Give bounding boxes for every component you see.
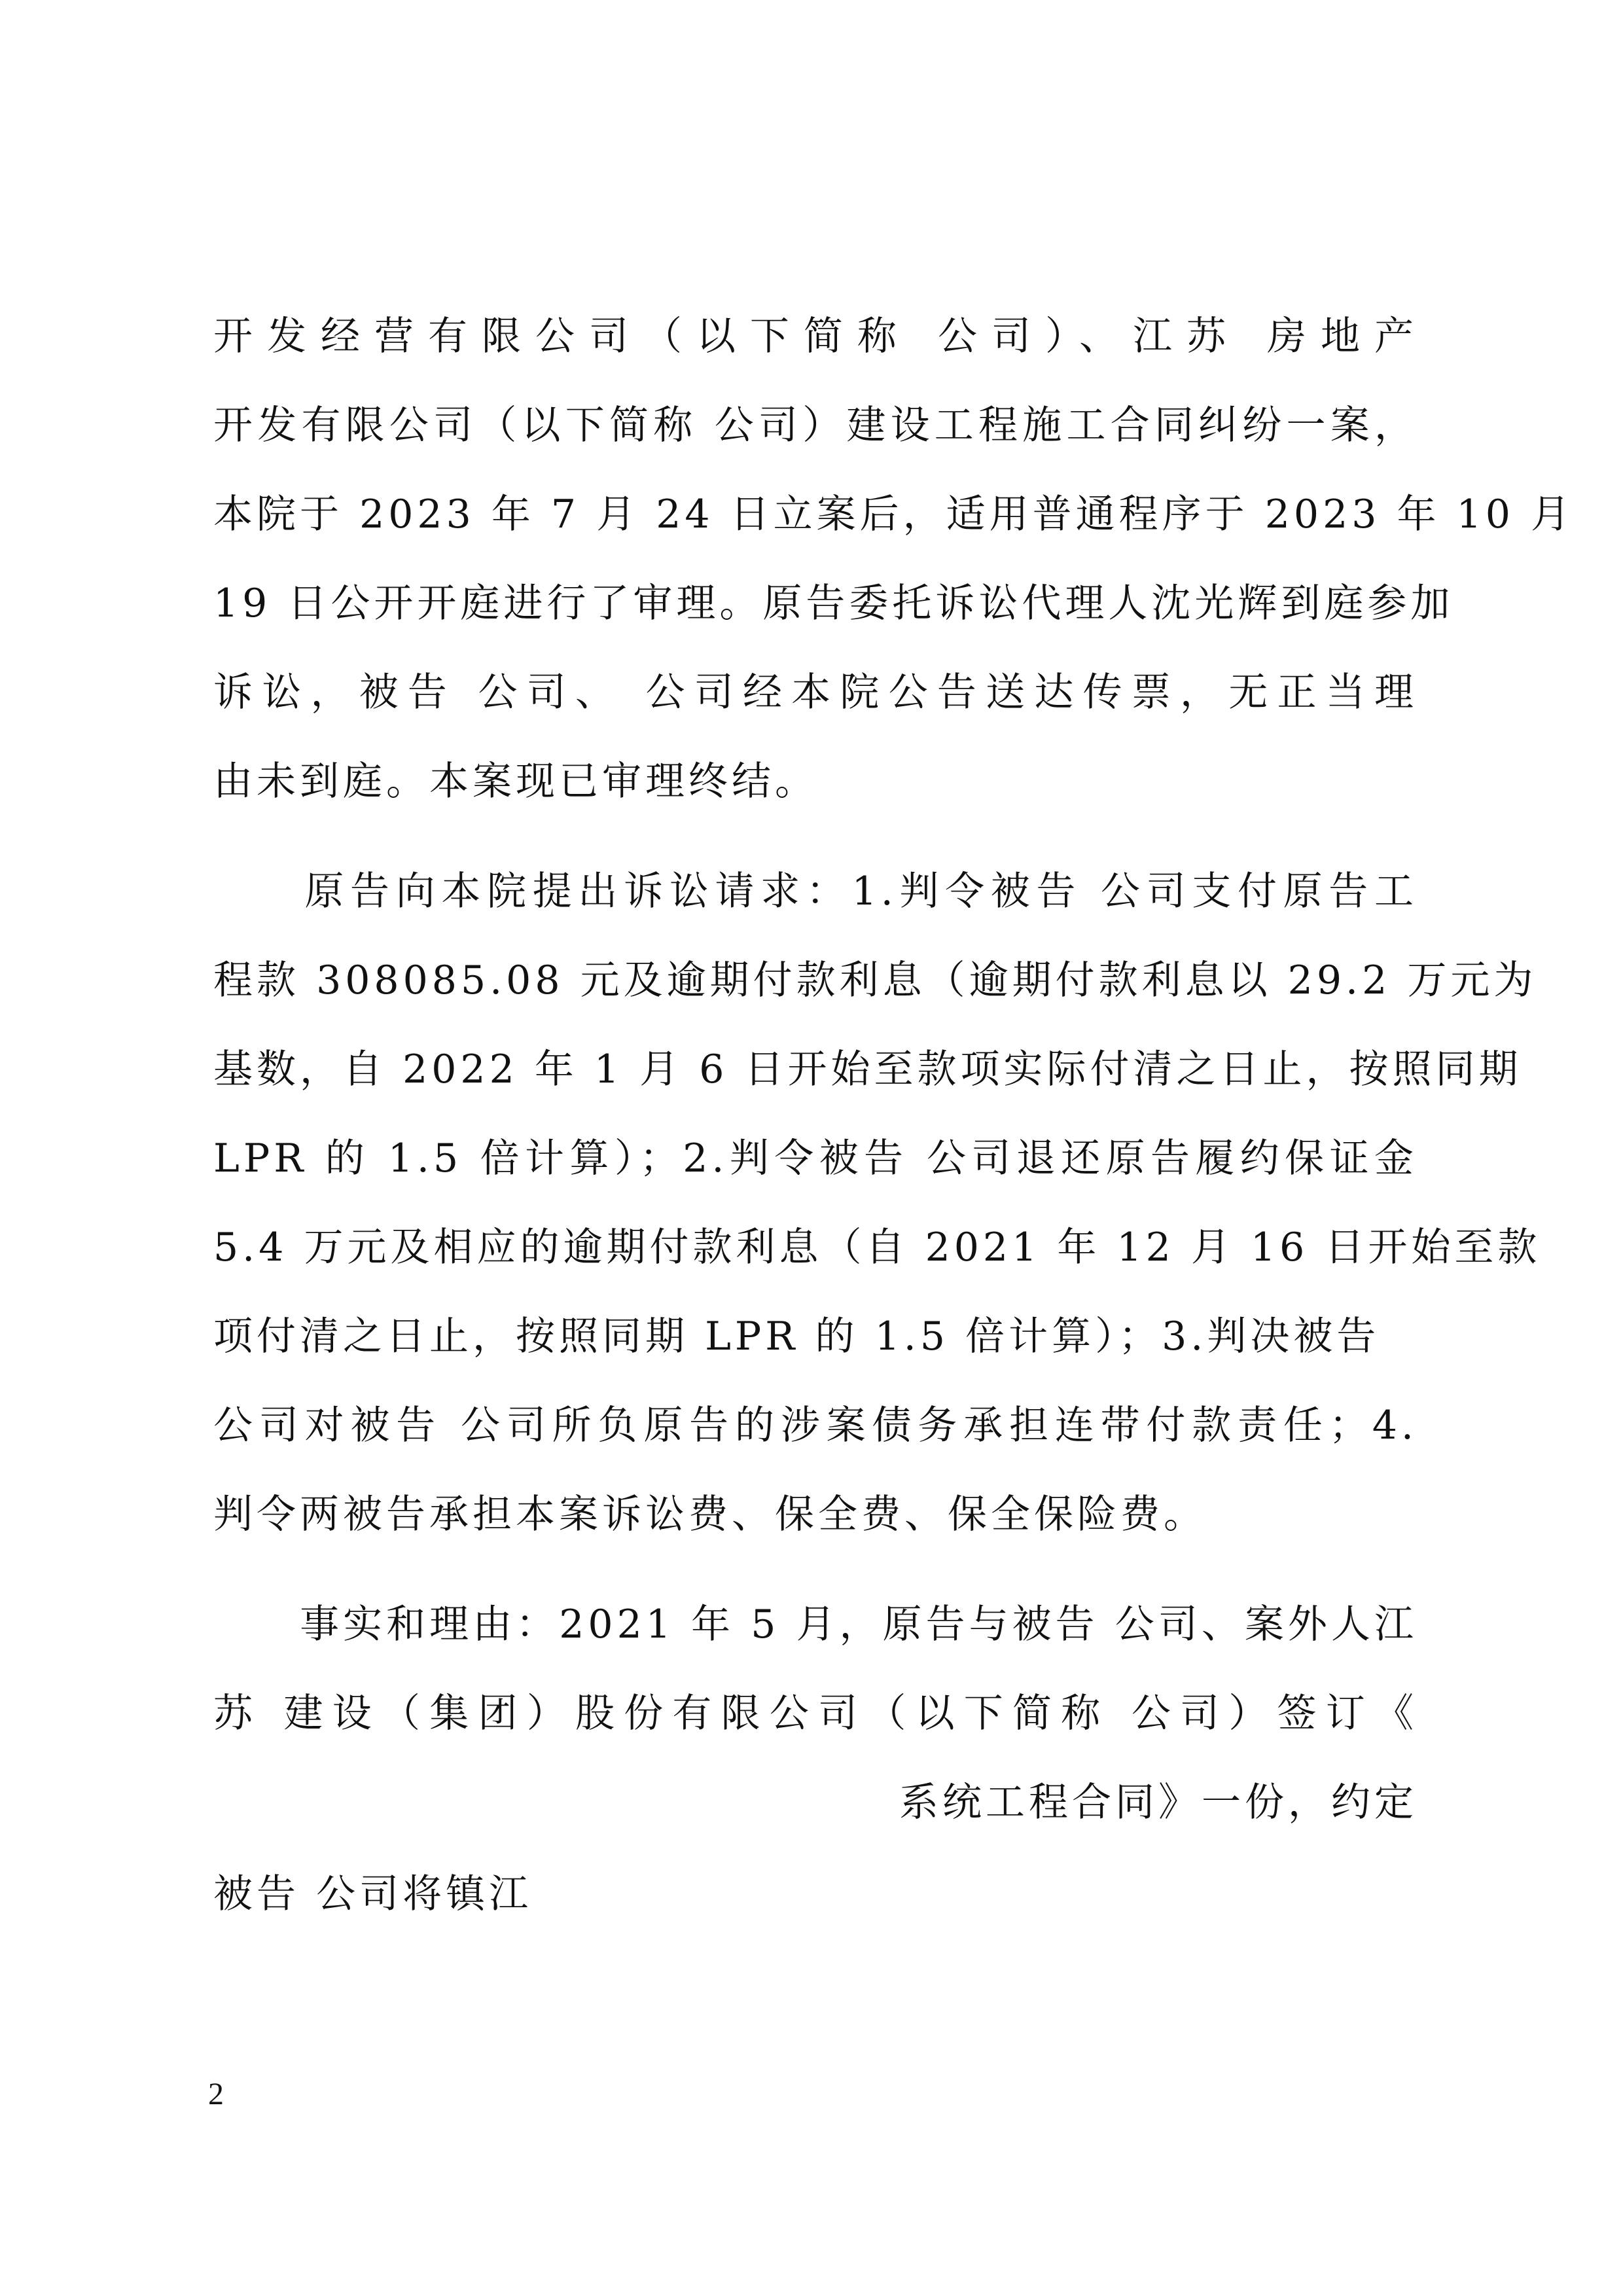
body-text-line: 基数，自 2022 年 1 月 6 日开始至款项实际付清之日止，按照同期 (213, 1047, 1522, 1092)
body-text-line: 原告向本院提出诉讼请求：1.判令被告 公司支付原告工 (213, 869, 1418, 914)
body-text-line: 事实和理由：2021 年 5 月，原告与被告 公司、案外人江 (213, 1602, 1418, 1647)
body-text-line: 系统工程合同》一份，约定 (899, 1780, 1418, 1825)
page-number: 2 (208, 2077, 224, 2111)
body-text-line: 诉讼，被告 公司、 公司经本院公告送达传票，无正当理 (213, 670, 1418, 715)
body-text-line: 判令两被告承担本案诉讼费、保全费、保全保险费。 (213, 1492, 1207, 1537)
body-text-line: 被告 公司将镇江 (213, 1871, 533, 1917)
body-text-line: 19 日公开开庭进行了审理。原告委托诉讼代理人沈光辉到庭参加 (213, 581, 1454, 626)
body-text-line: 苏 建设（集团）股份有限公司（以下简称 公司）签订《 (213, 1691, 1418, 1736)
body-text-line: 公司对被告 公司所负原告的涉案债务承担连带付款责任；4. (213, 1403, 1418, 1448)
body-text-line: 项付清之日止，按照同期 LPR 的 1.5 倍计算）；3.判决被告 (213, 1314, 1380, 1359)
body-text-line: 5.4 万元及相应的逾期付款利息（自 2021 年 12 月 16 日开始至款 (213, 1225, 1541, 1270)
body-text-line: 程款 308085.08 元及逾期付款利息（逾期付款利息以 29.2 万元为 (213, 958, 1537, 1003)
body-text-line: 本院于 2023 年 7 月 24 日立案后，适用普通程序于 2023 年 10 月 (213, 492, 1574, 537)
body-text-line: 开发经营有限公司（以下简称 公司）、江苏 房地产 (213, 314, 1418, 359)
body-text-line: 开发有限公司（以下简称 公司）建设工程施工合同纠纷一案， (213, 403, 1418, 448)
body-text-line: 由未到庭。本案现已审理终结。 (213, 759, 818, 804)
body-text-line: LPR 的 1.5 倍计算）；2.判令被告 公司退还原告履约保证金 (213, 1136, 1418, 1181)
